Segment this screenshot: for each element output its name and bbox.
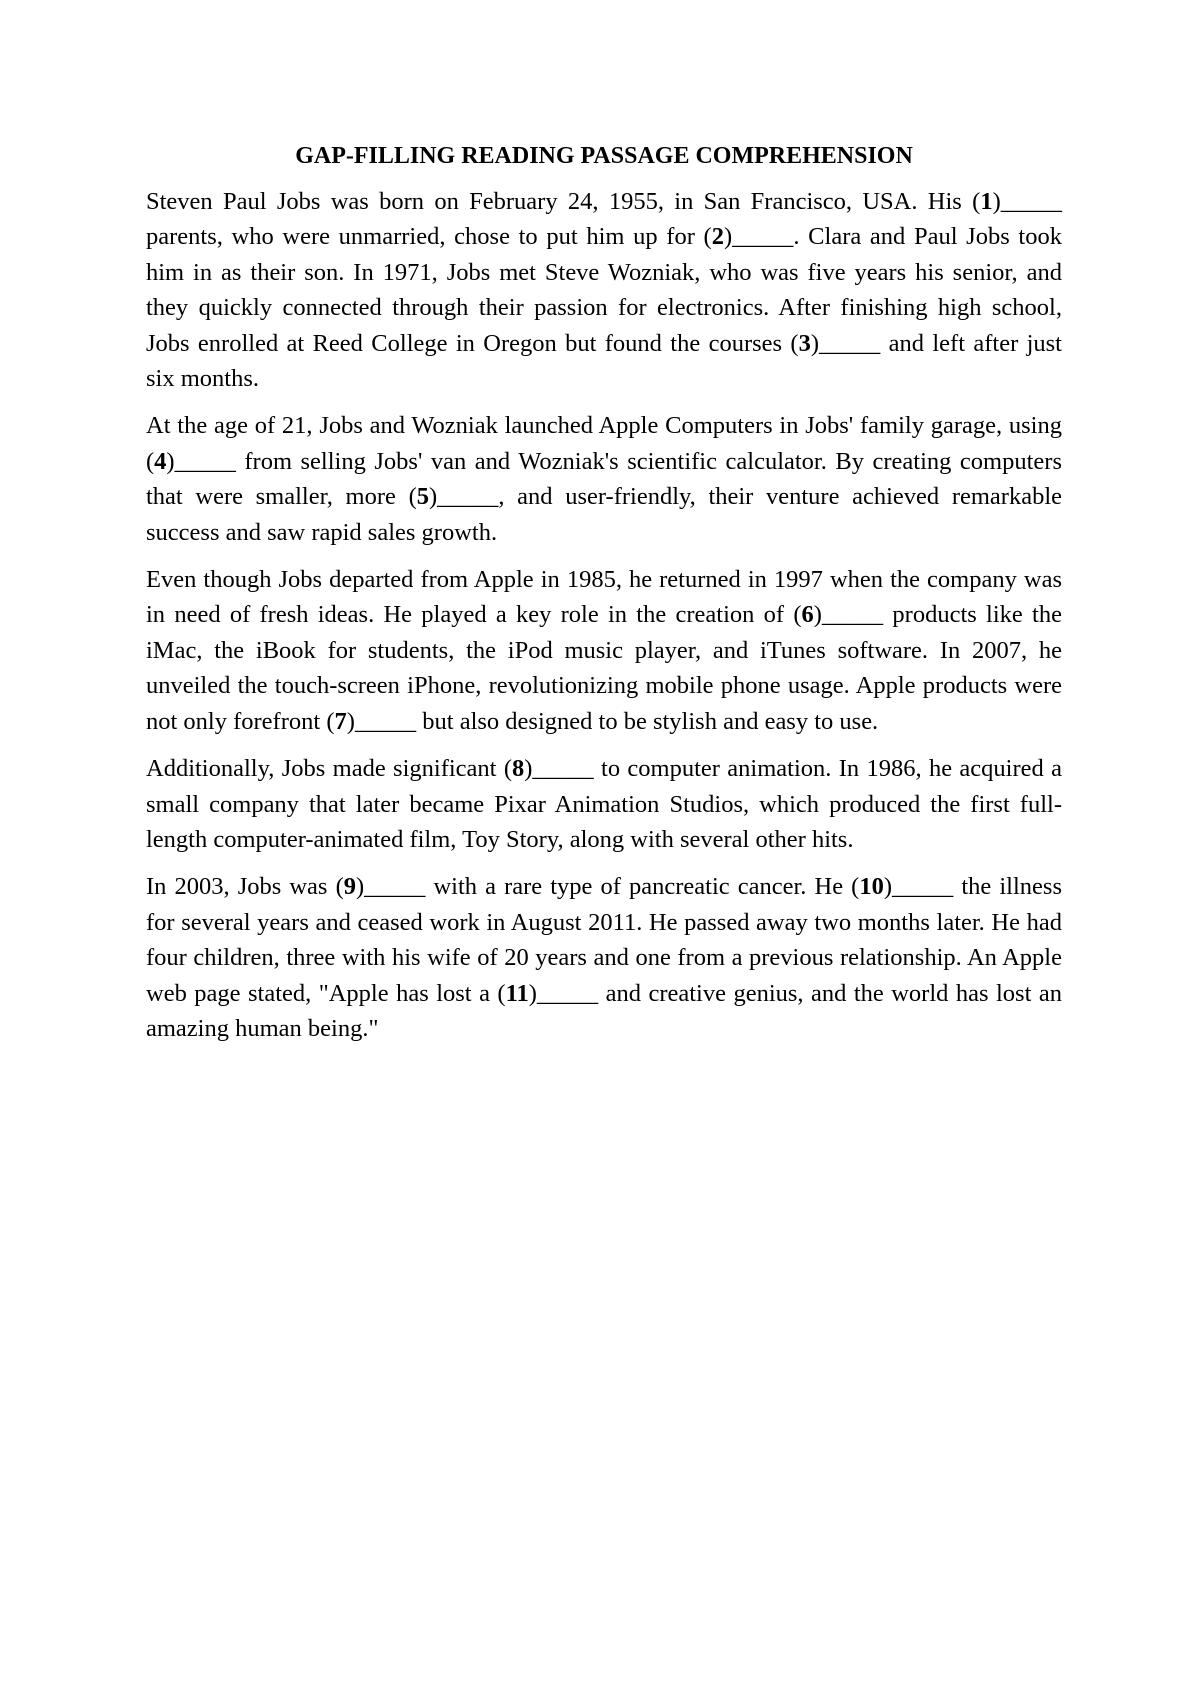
text-run: from selling Jobs' van and Wozniak's scientific calculator. By creating computers that were smaller, more bbox=[146, 447, 1062, 511]
gap-number: 2 bbox=[711, 223, 724, 251]
gap-blank: _____ bbox=[819, 329, 881, 357]
text-run: but also designed to be stylish and easy to use. bbox=[416, 707, 879, 735]
gap-blank: _____ bbox=[532, 755, 594, 783]
gap-number: 8 bbox=[512, 755, 525, 783]
gap-9: (9)_____ bbox=[335, 873, 426, 901]
text-run: and creative genius, and the world has lost an amazing human being." bbox=[146, 979, 1062, 1042]
gap-number: 5 bbox=[416, 483, 429, 511]
gap-number: 7 bbox=[334, 707, 347, 735]
text-run: , and user-friendly, their venture achieved remarkable success and saw rapid sales growth. bbox=[146, 483, 1063, 546]
text-run: . Clara and Paul Jobs took him in as their son. In 1971, Jobs met Steve Wozniak, who was five years his senior, and they quickly connected through their passion for electronics. After finishing high school, Jobs enrolled at Reed College in Oregon but found the courses bbox=[146, 223, 1062, 357]
gap-blank: _____ bbox=[174, 447, 236, 475]
text-run: At the age of 21, Jobs and Wozniak launched Apple Computers in Jobs' family garage, using bbox=[146, 412, 1062, 440]
gap-3: (3)_____ bbox=[790, 329, 881, 357]
gap-blank: _____ bbox=[821, 601, 884, 629]
gap-blank: _____ bbox=[1000, 188, 1062, 215]
gap-number: 1 bbox=[980, 188, 993, 215]
text-run: In 2003, Jobs was bbox=[146, 873, 336, 901]
paragraph-5 bbox=[146, 869, 1062, 1046]
gap-blank: _____ bbox=[536, 979, 599, 1007]
gap-blank: _____ bbox=[437, 483, 499, 511]
text-run: with a rare type of pancreatic cancer. He bbox=[425, 873, 852, 901]
gap-11: (11)_____ bbox=[497, 979, 599, 1007]
gap-4: (4)_____ bbox=[146, 447, 236, 475]
text-run: and left after just six months. bbox=[146, 329, 1062, 393]
gap-blank: _____ bbox=[732, 223, 794, 251]
text-run: Even though Jobs departed from Apple in 1985, he returned in 1997 when the company was in need of fresh ideas. He played a key role in the creation of bbox=[146, 566, 1062, 629]
text-run: products like the iMac, the iBook for students, the iPod music player, and iTunes software. In 2007, he unveiled the touch-screen iPhone, revolutionizing mobile phone usage. Apple products were not only forefront bbox=[146, 601, 1062, 735]
page-title: GAP-FILLING READING PASSAGE COMPREHENSION bbox=[295, 143, 913, 169]
paragraph-1 bbox=[146, 184, 1062, 396]
gap-number: 10 bbox=[859, 873, 884, 901]
paragraph-3 bbox=[146, 562, 1062, 739]
gap-number: 4 bbox=[154, 447, 167, 475]
gap-number: 6 bbox=[801, 601, 814, 629]
text-run: parents, who were unmarried, chose to put him up for bbox=[146, 223, 704, 251]
text-run: Steven Paul Jobs was born on February 24, 1955, in San Francisco, USA. His bbox=[146, 188, 973, 215]
gap-number: 11 bbox=[505, 979, 529, 1007]
gap-number: 3 bbox=[798, 329, 811, 357]
gap-number: 9 bbox=[343, 873, 356, 901]
gap-blank: _____ bbox=[354, 707, 417, 735]
gap-6: (6)_____ bbox=[793, 601, 884, 629]
gap-blank: _____ bbox=[364, 873, 426, 901]
text-run: the illness for several years and ceased work in August 2011. He passed away two months later. He had four children, three with his wife of 20 years and one from a previous relationship. An Apple web page stated, "Apple has lost a bbox=[146, 873, 1062, 1007]
gap-8: (8)_____ bbox=[503, 755, 594, 783]
paragraph-4 bbox=[146, 751, 1062, 857]
gap-10: (10)_____ bbox=[851, 873, 954, 901]
text-run: Additionally, Jobs made significant bbox=[146, 755, 504, 783]
text-run: to computer animation. In 1986, he acquired a small company that later became Pixar Animation Studios, which produced the first full-length computer-animated film, Toy Story, along with several other hits. bbox=[146, 755, 1062, 853]
worksheet-page bbox=[146, 140, 1062, 1058]
gap-1: (1)_____ bbox=[972, 188, 1062, 215]
gap-blank: _____ bbox=[892, 873, 954, 901]
gap-2: (2)_____ bbox=[703, 223, 794, 251]
gap-5: (5)_____ bbox=[408, 483, 499, 511]
paragraph-2 bbox=[146, 408, 1062, 550]
gap-7: (7)_____ bbox=[326, 707, 417, 735]
